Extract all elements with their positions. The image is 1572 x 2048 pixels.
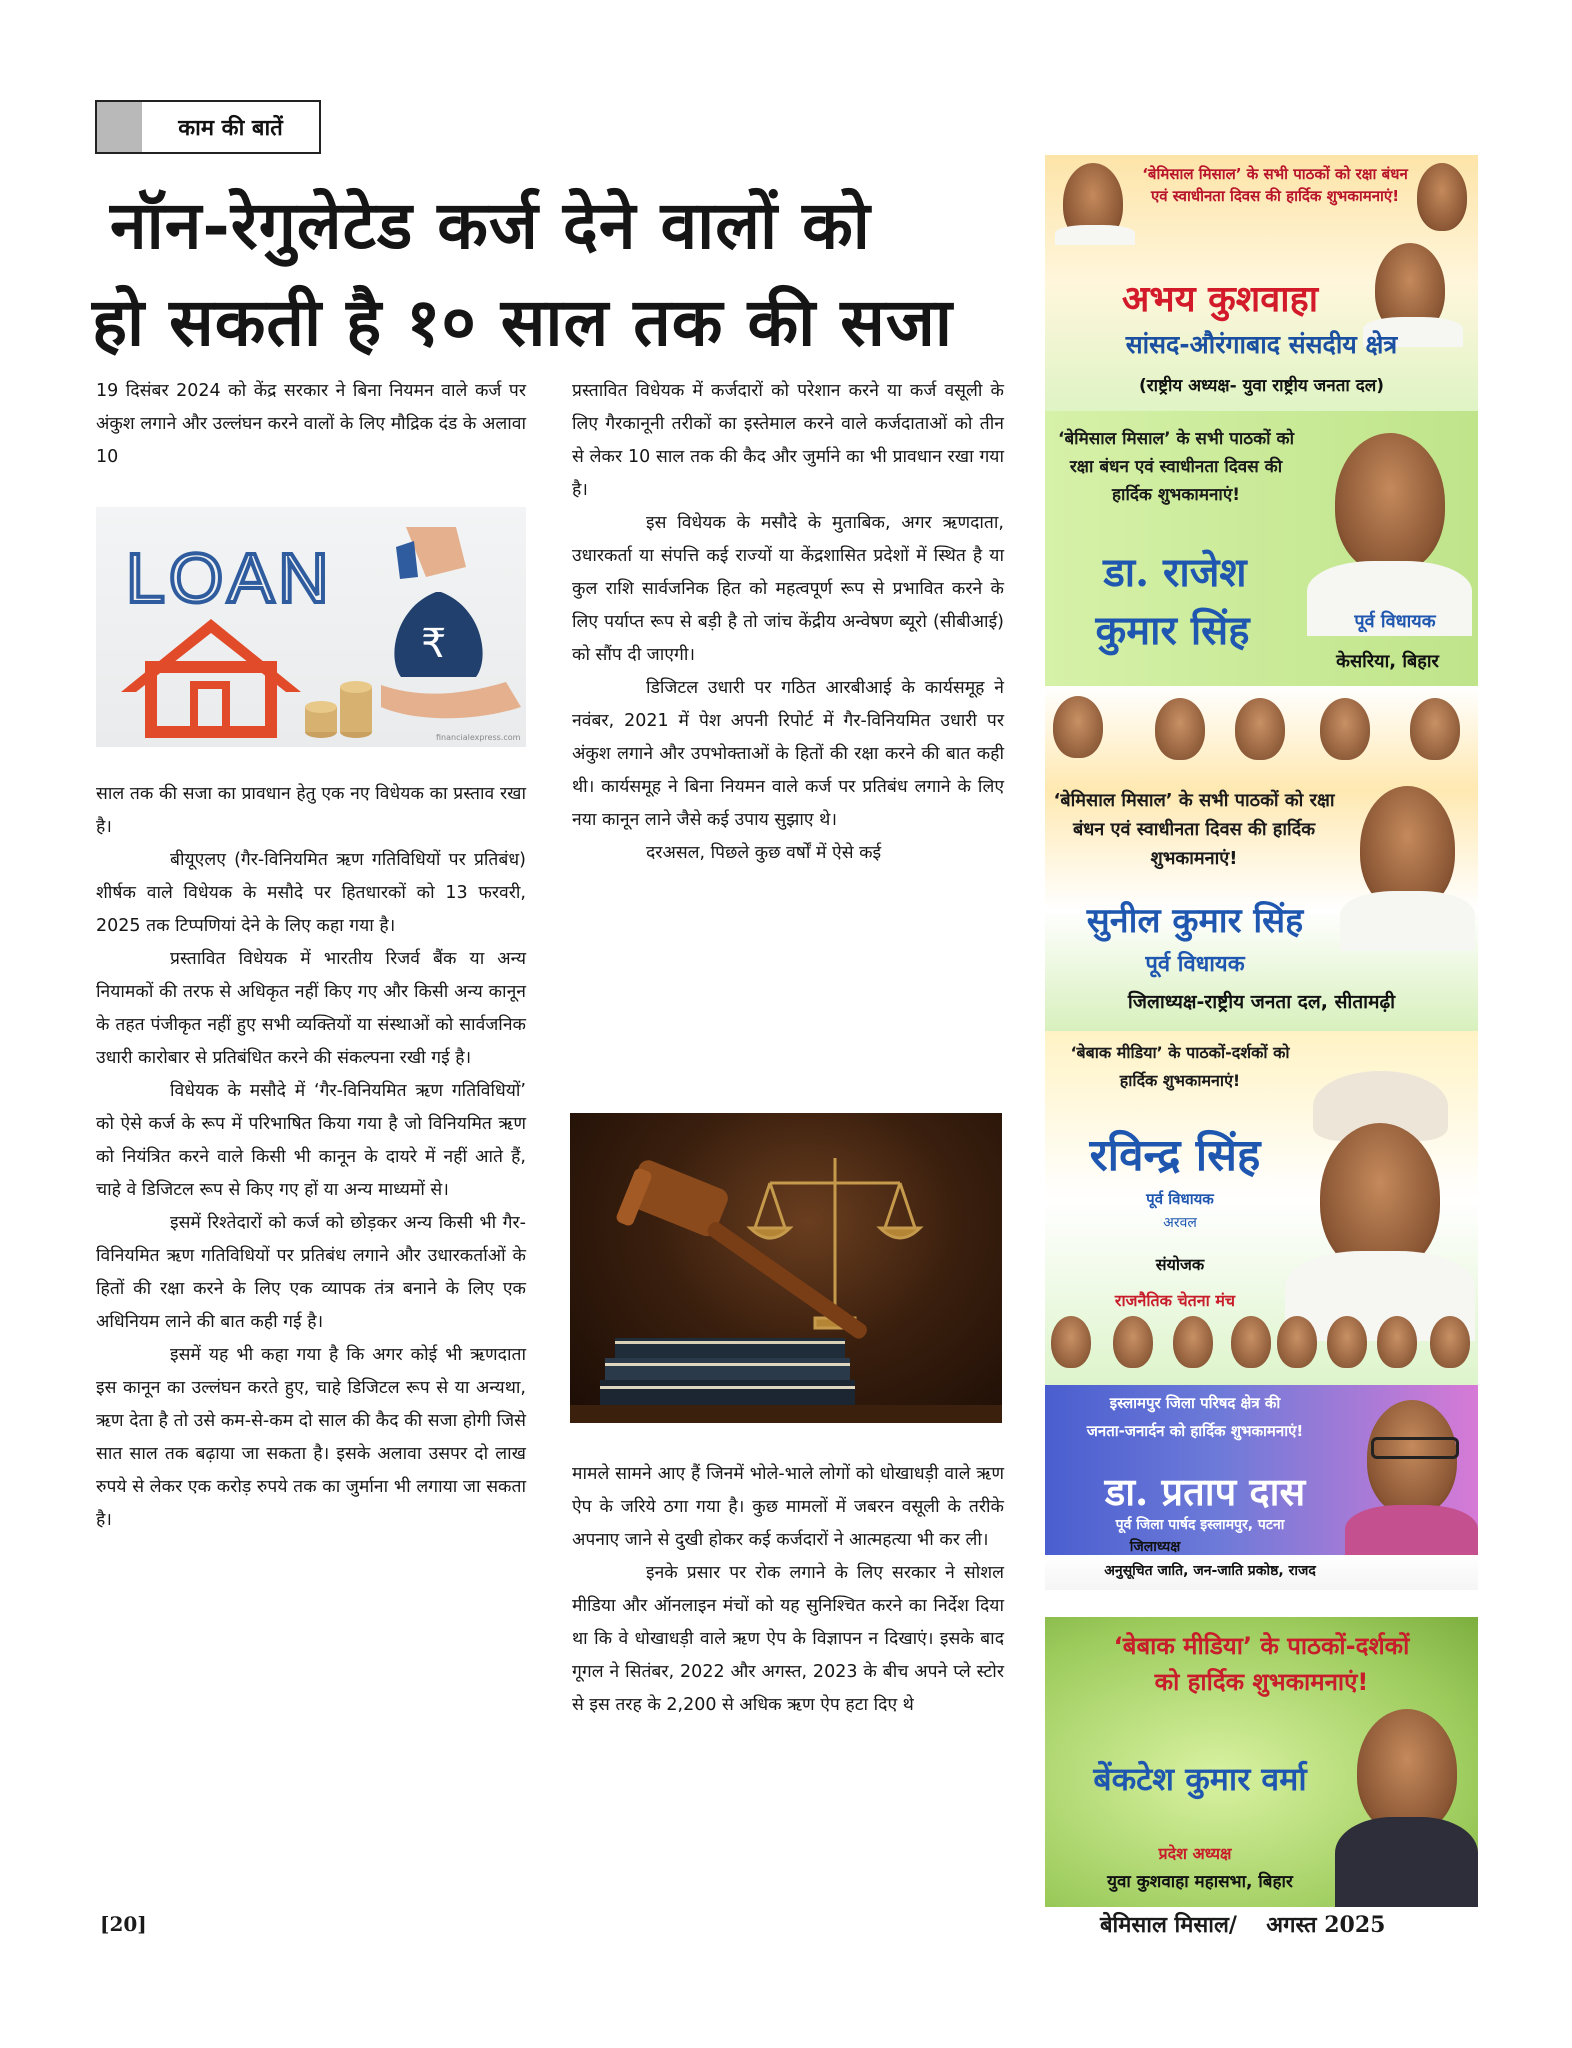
ad-pratap-das	[1045, 1385, 1478, 1590]
section-tag-label: काम की बातें	[178, 116, 283, 141]
leader-photo	[1231, 1316, 1271, 1368]
ad-place: केसरिया, बिहार	[1336, 651, 1439, 672]
spectacles-icon	[1371, 1437, 1459, 1459]
loan-illustration-graphic	[96, 507, 526, 747]
article-paragraph: इनके प्रसार पर रोक लगाने के लिए सरकार ने सोशल मीडिया और ऑनलाइन मंचों को यह सुनिश्चित करने का निर्देश दिया था कि वे धोखाधड़ी वाले ऋण ऐप के विज्ञापन न दिखाएं। इसके बाद गूगल ने सितंबर, 2022 और अगस्त, 2023 के बीच अपने प्ले स्टोर से इस तरह के 2,200 से अधिक ऋण ऐप हटा दिए थे	[572, 1563, 1004, 1715]
candidate-photo-shirt	[1335, 1817, 1478, 1907]
ad-abhay-kushwaha	[1045, 155, 1478, 411]
section-tag-marker	[97, 102, 142, 152]
house-icon	[151, 667, 271, 732]
ad-sunil-kumar-singh	[1045, 686, 1478, 1031]
loan-word: LOAN	[126, 539, 333, 617]
section-tag	[95, 100, 321, 154]
ad-name: डा. प्रताप दास	[1104, 1469, 1306, 1514]
ad-org: राजनैतिक चेतना मंच	[1114, 1291, 1236, 1310]
article-column-1-top	[96, 375, 526, 474]
ad-greeting-line-1: इस्लामपुर जिला परिषद क्षेत्र की	[1109, 1394, 1281, 1412]
ad-title: सांसद-औरंगाबाद संसदीय क्षेत्र	[1125, 330, 1398, 359]
ad-title: पूर्व विधायक	[1354, 611, 1436, 632]
ad-title: प्रदेश अध्यक्ष	[1158, 1844, 1232, 1863]
ad-title: पूर्व जिला पार्षद इस्लामपुर, पटना	[1115, 1517, 1285, 1533]
article-paragraph: साल तक की सजा का प्रावधान हेतु एक नए विधेयक का प्रस्ताव रखा है।	[96, 784, 526, 837]
leader-photo	[1235, 698, 1285, 760]
article-column-1-bottom	[96, 778, 526, 1537]
ad-org: युवा कुशवाहा महासभा, बिहार	[1107, 1872, 1293, 1892]
ad-greeting-line-2: को हार्दिक शुभकामनाएं!	[1154, 1668, 1369, 1696]
headline-line-2: हो सकती है १० साल तक की सजा	[92, 283, 953, 361]
headline-line-1: नॉन-रेगुलेटेड कर्ज देने वालों को	[110, 186, 871, 264]
ad-ravindra-singh	[1045, 1031, 1478, 1408]
article-paragraph: दरअसल, पिछले कुछ वर्षों में ऐसे कई	[646, 843, 882, 863]
article-paragraph: प्रस्तावित विधेयक में कर्जदारों को परेशान करने या कर्ज वसूली के लिए गैरकानूनी तरीकों का इस्तेमाल करने वाले कर्जदाताओं को तीन से लेकर 10 साल तक की कैद और जुर्माने का भी प्रावधान रखा गया है।	[572, 381, 1004, 500]
article-paragraph: डिजिटल उधारी पर गठित आरबीआई के कार्यसमूह ने नवंबर, 2021 में पेश अपनी रिपोर्ट में गैर-विनियमित उधारी पर अंकुश लगाने और उपभोक्ताओं के हितों की रक्षा करने की बात कही थी। कार्यसमूह ने बिना नियमन वाले कर्ज पर प्रतिबंध लगाने के लिए नया कानून लाने जैसे कई उपाय सुझाए थे।	[572, 678, 1004, 830]
leader-photo	[1051, 1316, 1091, 1368]
ad-greeting: ‘बेमिसाल मिसाल’ के सभी पाठकों को रक्षा बंधन एवं स्वाधीनता दिवस की हार्दिक शुभकामनाएं!	[1058, 429, 1294, 505]
gavel-books-photo	[570, 1113, 1002, 1423]
footer-magazine-info	[1100, 1909, 1385, 1939]
article-paragraph: इसमें यह भी कहा गया है कि अगर कोई भी ऋणदाता इस कानून का उल्लंघन करते हुए, चाहे डिजिटल रूप से या अन्यथा, ऋण देता है तो उसे कम-से-कम दो साल की कैद की सजा होगी जिसे सात साल तक बढ़ाया जा सकता है। इसके अलावा उसपर दो लाख रुपये से लेकर एक करोड़ रुपये तक का जुर्माना भी लगाया जा सकता है।	[96, 1345, 526, 1530]
leader-photo	[1430, 1316, 1470, 1368]
house-door-icon	[194, 685, 226, 730]
coins-icon	[305, 681, 372, 738]
ad-subtitle: (राष्ट्रीय अध्यक्ष- युवा राष्ट्रीय जनता दल)	[1138, 376, 1385, 396]
ad-title: पूर्व विधायक	[1146, 1190, 1214, 1208]
ad-role: जिलाध्यक्ष	[1129, 1539, 1181, 1555]
article-paragraph: बीयूएलए (गैर-विनियमित ऋण गतिविधियों पर प्रतिबंध) शीर्षक वाले विधेयक के मसौदे पर हितधारकों को 13 फरवरी, 2025 तक टिप्पणियां देने के लिए कहा गया है।	[96, 850, 526, 936]
article-column-2-bottom	[572, 1458, 1004, 1722]
ad-name: रविन्द्र सिंह	[1089, 1130, 1261, 1181]
gavel-books-graphic	[570, 1113, 1002, 1423]
leader-photo	[1320, 698, 1370, 760]
article-paragraph: 19 दिसंबर 2024 को केंद्र सरकार ने बिना नियमन वाले कर्ज पर अंकुश लगाने और उल्लंघन करने वालों के लिए मौद्रिक दंड के अलावा 10	[96, 381, 526, 467]
candidate-photo	[1335, 433, 1445, 573]
candidate-photo-shirt	[1340, 891, 1475, 951]
gavel-icon	[615, 1157, 870, 1341]
books-icon	[570, 1338, 1002, 1423]
leader-photo	[1327, 1316, 1367, 1368]
ad-org: अनुसूचित जाति, जन-जाति प्रकोष्ठ, राजद	[1104, 1563, 1316, 1579]
ad-greeting: ‘बेमिसाल मिसाल’ के सभी पाठकों को रक्षा बंधन एवं स्वाधीनता दिवस की हार्दिक शुभकामनाएं!	[1142, 165, 1408, 205]
article-paragraph: विधेयक के मसौदे में ‘गैर-विनियमित ऋण गतिविधियों’ को ऐसे कर्ज के रूप में परिभाषित किया गया है जो विनियमित ऋण को नियंत्रित करने वाले किसी भी कानून के दायरे में नहीं आते हैं, चाहे वे डिजिटल रूप से किए गए हों या अन्य माध्यमों से।	[96, 1081, 526, 1200]
leader-photo	[1053, 696, 1103, 758]
leader-photo	[1155, 698, 1205, 760]
ad-name-line-2: कुमार सिंह	[1095, 607, 1250, 654]
magazine-name: बेमिसाल मिसाल/	[1100, 1912, 1237, 1938]
ad-name: बेंकटेश कुमार वर्मा	[1093, 1760, 1307, 1798]
article-paragraph: इस विधेयक के मसौदे के मुताबिक, अगर ऋणदाता, उधारकर्ता या संपत्ति कई राज्यों या केंद्रशासित प्रदेशों में स्थित है या कुल राशि सार्वजनिक हित को महत्वपूर्ण रूप से प्रभावित करने के लिए पर्याप्त रूप से बड़ी है तो जांच केंद्रीय अन्वेषण ब्यूरो (सीबीआई) को सौंप दी जाएगी।	[572, 513, 1004, 665]
hand-bottom-icon	[381, 682, 521, 718]
leader-photo	[1417, 163, 1467, 231]
leader-photo	[1377, 1316, 1417, 1368]
ad-title: पूर्व विधायक	[1145, 952, 1245, 977]
ad-greeting-line-2: जनता-जनार्दन को हार्दिक शुभकामनाएं!	[1086, 1422, 1304, 1440]
article-paragraph: प्रस्तावित विधेयक में भारतीय रिजर्व बैंक या अन्य नियामकों की तरफ से अधिकृत नहीं किए गए और किसी अन्य कानून के तहत पंजीकृत नहीं हुए सभी व्यक्तियों या संस्थाओं को सार्वजनिक उधारी कारोबार से प्रतिबंधित करने की संकल्पना रखी गई है।	[96, 949, 526, 1068]
page-number: [20]	[100, 1912, 147, 1936]
leader-photo	[1173, 1316, 1213, 1368]
issue-date: अगस्त 2025	[1266, 1912, 1386, 1938]
ad-place: अरवल	[1163, 1215, 1197, 1231]
ad-greeting: ‘बेमिसाल मिसाल’ के सभी पाठकों को रक्षा बंधन एवं स्वाधीनता दिवस की हार्दिक शुभकामनाएं!	[1053, 790, 1335, 869]
rupee-icon: ₹	[421, 621, 447, 667]
ad-name: अभय कुशवाहा	[1121, 278, 1319, 320]
leader-photo-shirt	[1055, 225, 1135, 245]
ad-name: सुनील कुमार सिंह	[1086, 901, 1304, 941]
leader-photo	[1277, 1316, 1317, 1368]
article-paragraph: मामले सामने आए हैं जिनमें भोले-भाले लोगों को धोखाधड़ी वाले ऋण ऐप के जरिये ठगा गया है। कुछ मामलों में जबरन वसूली के तरीके अपनाए जाने से दुखी होकर कई कर्जदारों ने आत्महत्या भी कर ली।	[572, 1464, 1004, 1550]
ad-name-line-1: डा. राजेश	[1103, 549, 1247, 596]
ad-greeting-line-1: ‘बेबाक मीडिया’ के पाठकों-दर्शकों	[1113, 1632, 1410, 1660]
ad-role: संयोजक	[1155, 1255, 1205, 1274]
scales-icon	[750, 1158, 920, 1328]
ad-subtitle: जिलाध्यक्ष-राष्ट्रीय जनता दल, सीतामढ़ी	[1127, 991, 1396, 1013]
candidate-photo	[1357, 1709, 1457, 1834]
ad-rajesh-kumar-singh	[1045, 411, 1478, 686]
leader-photo	[1410, 698, 1460, 760]
image-credit: financialexpress.com	[436, 733, 521, 742]
article-paragraph: इसमें रिश्तेदारों को कर्ज को छोड़कर अन्य किसी भी गैर-विनियमित ऋण गतिविधियों पर प्रतिबंध लगाने और उधारकर्ताओं के हितों की रक्षा करने के लिए एक व्यापक तंत्र बनाने के लिए एक अधिनियम लाने की बात कही गई है।	[96, 1213, 526, 1332]
leader-photo	[1113, 1316, 1153, 1368]
loan-illustration	[96, 507, 526, 747]
ad-greeting: ‘बेबाक मीडिया’ के पाठकों-दर्शकों को हार्दिक शुभकामनाएं!	[1070, 1043, 1290, 1090]
ad-venkatesh-kumar-verma	[1045, 1617, 1478, 1907]
article-column-2-top	[572, 375, 1004, 870]
